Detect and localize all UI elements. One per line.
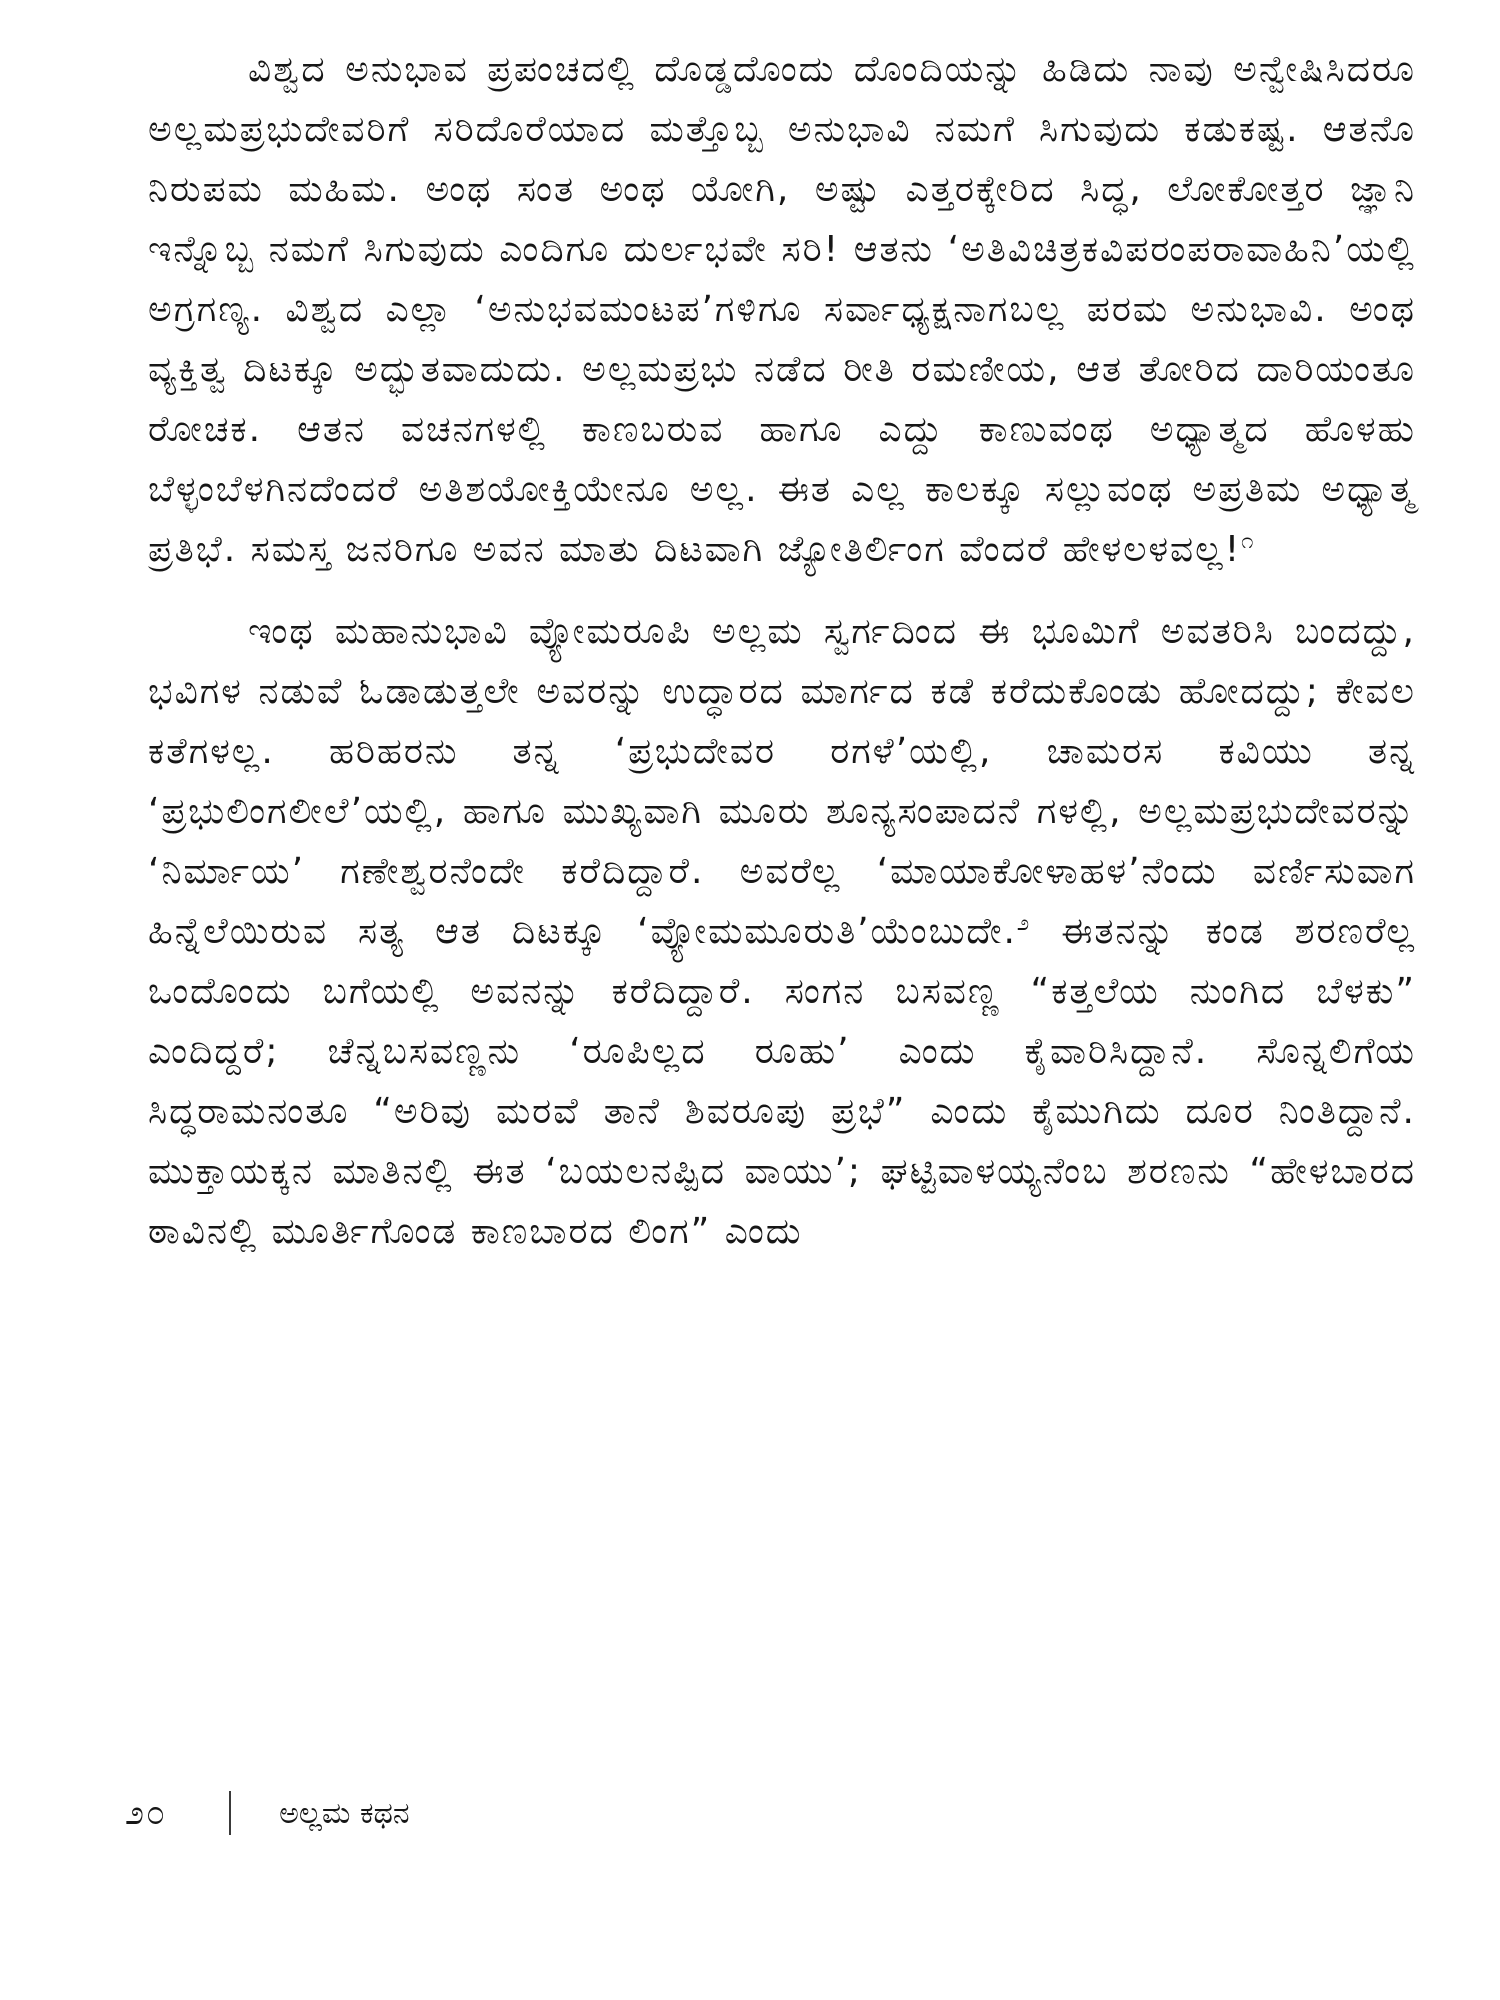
footer-divider: [229, 1791, 231, 1835]
body-text: [148, 40, 1416, 1262]
footnote-marker-2: ೨: [1016, 911, 1032, 936]
paragraph-1: [148, 40, 1416, 580]
paragraph-2-text-after: ಈತನನ್ನು ಕಂಡ ಶರಣರೆಲ್ಲ ಒಂದೊಂದು ಬಗೆಯಲ್ಲಿ ಅವನನ್ನು ಕರೆದಿದ್ದಾರೆ. ಸಂಗನ ಬಸವಣ್ಣ “ಕತ್ತಲೆಯ ನುಂಗಿದ ಬೆಳಕು” ಎಂದಿದ್ದರೆ; ಚೆನ್ನಬಸವಣ್ಣನು ‘ರೂಪಿಲ್ಲದ ರೂಹು’ ಎಂದು ಕೈವಾರಿಸಿದ್ದಾನೆ. ಸೊನ್ನಲಿಗೆಯ ಸಿದ್ಧರಾಮನಂತೂ “ಅರಿವು ಮರವೆ ತಾನೆ ಶಿವರೂಪು ಪ್ರಭೆ” ಎಂದು ಕೈಮುಗಿದು ದೂರ ನಿಂತಿದ್ದಾನೆ. ಮುಕ್ತಾಯಕ್ಕನ ಮಾತಿನಲ್ಲಿ ಈತ ‘ಬಯಲನಪ್ಪಿದ ವಾಯು’; ಘಟ್ಟಿವಾಳಯ್ಯನೆಂಬ ಶರಣನು “ಹೇಳಬಾರದ ಠಾವಿನಲ್ಲಿ ಮೂರ್ತಿಗೊಂಡ ಕಾಣಬಾರದ ಲಿಂಗ” ಎಂದು: [148, 911, 1416, 1252]
paragraph-2-text-before: ಇಂಥ ಮಹಾನುಭಾವಿ ವ್ಯೋಮರೂಪಿ ಅಲ್ಲಮ ಸ್ವರ್ಗದಿಂದ ಈ ಭೂಮಿಗೆ ಅವತರಿಸಿ ಬಂದದ್ದು, ಭವಿಗಳ ನಡುವೆ ಓಡಾಡುತ್ತಲೇ ಅವರನ್ನು ಉದ್ಧಾರದ ಮಾರ್ಗದ ಕಡೆ ಕರೆದುಕೊಂಡು ಹೋದದ್ದು; ಕೇವಲ ಕತೆಗಳಲ್ಲ. ಹರಿಹರನು ತನ್ನ ‘ಪ್ರಭುದೇವರ ರಗಳೆ’ಯಲ್ಲಿ, ಚಾಮರಸ ಕವಿಯು ತನ್ನ ‘ಪ್ರಭುಲಿಂಗಲೀಲೆ’ಯಲ್ಲಿ, ಹಾಗೂ ಮುಖ್ಯವಾಗಿ ಮೂರು ಶೂನ್ಯಸಂಪಾದನೆ ಗಳಲ್ಲಿ, ಅಲ್ಲಮಪ್ರಭುದೇವರನ್ನು ‘ನಿರ್ಮಾಯ’ ಗಣೇಶ್ವರನೆಂದೇ ಕರೆದಿದ್ದಾರೆ. ಅವರೆಲ್ಲ ‘ಮಾಯಾಕೋಳಾಹಳ’ನೆಂದು ವರ್ಣಿಸುವಾಗ ಹಿನ್ನೆಲೆಯಿರುವ ಸತ್ಯ ಆತ ದಿಟಕ್ಕೂ ‘ವ್ಯೋಮಮೂರುತಿ’ಯೆಂಬುದೇ.: [148, 611, 1416, 952]
paragraph-1-text: ವಿಶ್ವದ ಅನುಭಾವ ಪ್ರಪಂಚದಲ್ಲಿ ದೊಡ್ಡದೊಂದು ದೊಂದಿಯನ್ನು ಹಿಡಿದು ನಾವು ಅನ್ವೇಷಿಸಿದರೂ ಅಲ್ಲಮಪ್ರಭುದೇವರಿಗೆ ಸರಿದೊರೆಯಾದ ಮತ್ತೊಬ್ಬ ಅನುಭಾವಿ ನಮಗೆ ಸಿಗುವುದು ಕಡುಕಷ್ಟ. ಆತನೊ ನಿರುಪಮ ಮಹಿಮ. ಅಂಥ ಸಂತ ಅಂಥ ಯೋಗಿ, ಅಷ್ಟು ಎತ್ತರಕ್ಕೇರಿದ ಸಿದ್ಧ, ಲೋಕೋತ್ತರ ಜ್ಞಾನಿ ಇನ್ನೊಬ್ಬ ನಮಗೆ ಸಿಗುವುದು ಎಂದಿಗೂ ದುರ್ಲಭವೇ ಸರಿ! ಆತನು ‘ಅತಿವಿಚಿತ್ರಕವಿಪರಂಪರಾವಾಹಿನಿ’ಯಲ್ಲಿ ಅಗ್ರಗಣ್ಯ. ವಿಶ್ವದ ಎಲ್ಲಾ ‘ಅನುಭವಮಂಟಪ’ಗಳಿಗೂ ಸರ್ವಾಧ್ಯಕ್ಷನಾಗಬಲ್ಲ ಪರಮ ಅನುಭಾವಿ. ಅಂಥ ವ್ಯಕ್ತಿತ್ವ ದಿಟಕ್ಕೂ ಅದ್ಭುತವಾದುದು. ಅಲ್ಲಮಪ್ರಭು ನಡೆದ ರೀತಿ ರಮಣೀಯ, ಆತ ತೋರಿದ ದಾರಿಯಂತೂ ರೋಚಕ. ಆತನ ವಚನಗಳಲ್ಲಿ ಕಾಣಬರುವ ಹಾಗೂ ಎದ್ದು ಕಾಣುವಂಥ ಅಧ್ಯಾತ್ಮದ ಹೊಳಹು ಬೆಳ್ಳಂಬೆಳಗಿನದೆಂದರೆ ಅತಿಶಯೋಕ್ತಿಯೇನೂ ಅಲ್ಲ. ಈತ ಎಲ್ಲ ಕಾಲಕ್ಕೂ ಸಲ್ಲುವಂಥ ಅಪ್ರತಿಮ ಅಧ್ಯಾತ್ಮ ಪ್ರತಿಭೆ. ಸಮಸ್ತ ಜನರಿಗೂ ಅವನ ಮಾತು ದಿಟವಾಗಿ ಜ್ಯೋತಿರ್ಲಿಂಗ ವೆಂದರೆ ಹೇಳಲಳವಲ್ಲ!: [148, 49, 1416, 570]
page-footer: [125, 1788, 410, 1838]
page-number: ೨೦: [125, 1793, 168, 1833]
paragraph-2: [148, 602, 1416, 1262]
running-title: ಅಲ್ಲಮ ಕಥನ: [279, 1795, 410, 1831]
footnote-marker-1: ೧: [1241, 529, 1256, 554]
